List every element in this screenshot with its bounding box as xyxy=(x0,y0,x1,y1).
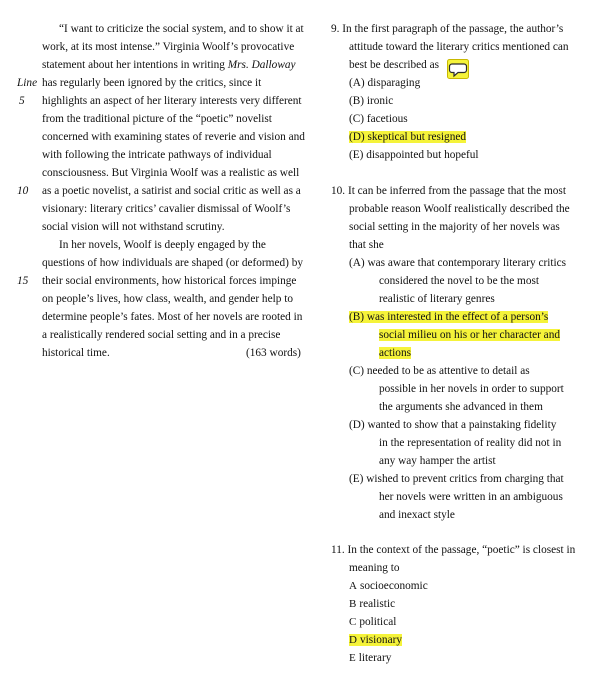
q11-option-c[interactable] xyxy=(349,613,396,631)
passage-line-6: from the traditional picture of the “poetic” novelist xyxy=(42,113,272,125)
q11-option-d-text: visionary xyxy=(359,634,402,646)
passage-line-13: In her novels, Woolf is deeply engaged by the xyxy=(59,239,266,251)
q10-e-line-1: (E) wished to prevent critics from charging that xyxy=(349,473,564,485)
q9-stem-1: 9. In the first paragraph of the passage, the author’s xyxy=(331,23,564,35)
q10-c-line-3: the arguments she advanced in them xyxy=(379,401,543,413)
passage-line-7: concerned with examining states of reverie and vision and xyxy=(42,131,305,143)
q11-stem-1: 11. In the context of the passage, “poetic” is closest in xyxy=(331,544,576,556)
passage-line-1: “I want to criticize the social system, and to show it at xyxy=(59,23,304,35)
passage-line-18: a realistically rendered social setting and in a precise xyxy=(42,329,281,341)
word-count: (163 words) xyxy=(246,347,301,359)
q11-option-e-text: literary xyxy=(358,652,392,664)
q10-stem-3: social setting in the majority of her novels was xyxy=(349,221,560,233)
line-marker-10: 10 xyxy=(17,185,29,197)
line-marker-15: 15 xyxy=(17,275,29,287)
q11-option-e[interactable] xyxy=(349,649,391,667)
q10-d-line-1: (D) wanted to show that a painstaking fidelity xyxy=(349,419,557,431)
q11-option-d[interactable] xyxy=(349,631,402,649)
q9-stem-3: best be described as xyxy=(349,59,440,71)
passage-line-8: with following the intricate pathways of individual xyxy=(42,149,272,161)
q11-letter-d: D xyxy=(349,634,357,646)
passage-line-11: visionary: literary critics’ cavalier dismissal of Woolf’s xyxy=(42,203,291,215)
q11-option-b-text: realistic xyxy=(359,598,396,610)
q11-letter-b: B xyxy=(349,598,357,610)
q9-option-a[interactable]: (A) disparaging xyxy=(349,77,421,89)
q10-b-line-3 xyxy=(379,344,411,362)
q10-stem-2: probable reason Woolf realistically described the xyxy=(349,203,570,215)
q11-option-a-text: socioeconomic xyxy=(359,580,428,592)
q10-b-line-1 xyxy=(349,308,548,326)
q10-b-highlight-3: actions xyxy=(379,347,411,359)
q10-stem-1: 10. It can be inferred from the passage that the most xyxy=(331,185,566,197)
passage-line-9: consciousness. But Virginia Woolf was a realistic as well xyxy=(42,167,300,179)
passage-line-17: determine people’s fates. Most of her novels are rooted in xyxy=(42,311,303,323)
q9-option-e[interactable]: (E) disappointed but hopeful xyxy=(349,149,479,161)
passage-line-10: as a poetic novelist, a satirist and social critic as well as a xyxy=(42,185,301,197)
q10-b-highlight-2: social milieu on his or her character and xyxy=(379,329,560,341)
q11-stem-2: meaning to xyxy=(349,562,400,574)
passage-line-3 xyxy=(42,56,296,74)
q10-c-line-1: (C) needed to be as attentive to detail as xyxy=(349,365,530,377)
line-marker-5: 5 xyxy=(19,95,25,107)
q9-stem-2: attitude toward the literary critics mentioned can xyxy=(349,41,569,53)
passage-line-2: work, at its most intense.” Virginia Woolf’s provocative xyxy=(42,41,295,53)
q10-d-line-2: in the representation of reality did not in xyxy=(379,437,562,449)
q11-option-c-text: political xyxy=(359,616,397,628)
passage-line-15: their social environments, how historical forces impinge xyxy=(42,275,297,287)
q10-b-highlight-1: (B) was interested in the effect of a person’s xyxy=(349,311,549,323)
q11-letter-e: E xyxy=(349,652,356,664)
q11-option-d-highlight xyxy=(349,634,402,646)
q11-option-a[interactable] xyxy=(349,577,428,595)
q9-option-c[interactable]: (C) facetious xyxy=(349,113,408,125)
passage-line-5: highlights an aspect of her literary interests very different xyxy=(42,95,302,107)
q10-d-line-3: any way hamper the artist xyxy=(379,455,496,467)
q11-letter-a: A xyxy=(349,580,357,592)
passage-line-16: on people’s lives, how class, wealth, and gender help to xyxy=(42,293,293,305)
q10-e-line-3: and inexact style xyxy=(379,509,455,521)
passage-line-12: social vision will not withstand scrutiny. xyxy=(42,221,225,233)
passage-line-19: historical time. xyxy=(42,347,110,359)
q9-option-d-highlight: (D) skeptical but resigned xyxy=(349,131,467,143)
line-marker-label: Line xyxy=(17,77,38,89)
q9-option-b[interactable]: (B) ironic xyxy=(349,95,394,107)
passage-line-4: has regularly been ignored by the critics, since it xyxy=(42,77,262,89)
q10-a-line-1: (A) was aware that contemporary literary critics xyxy=(349,257,567,269)
q11-letter-c: C xyxy=(349,616,357,628)
book-title: Mrs. Dalloway xyxy=(227,59,296,71)
q9-option-d[interactable] xyxy=(349,128,466,146)
q11-option-b[interactable] xyxy=(349,595,395,613)
passage-line-3-text: statement about her intentions in writing xyxy=(42,59,228,71)
q10-e-line-2: her novels were written in an ambiguous xyxy=(379,491,563,503)
q10-a-line-2: considered the novel to be the most xyxy=(379,275,539,287)
q10-b-line-2 xyxy=(379,326,560,344)
comment-bubble-icon[interactable] xyxy=(447,59,469,79)
passage-line-14: questions of how individuals are shaped (or deformed) by xyxy=(42,257,304,269)
q10-a-line-3: realistic of literary genres xyxy=(379,293,495,305)
q10-stem-4: that she xyxy=(349,239,384,251)
q10-c-line-2: possible in her novels in order to support xyxy=(379,383,564,395)
